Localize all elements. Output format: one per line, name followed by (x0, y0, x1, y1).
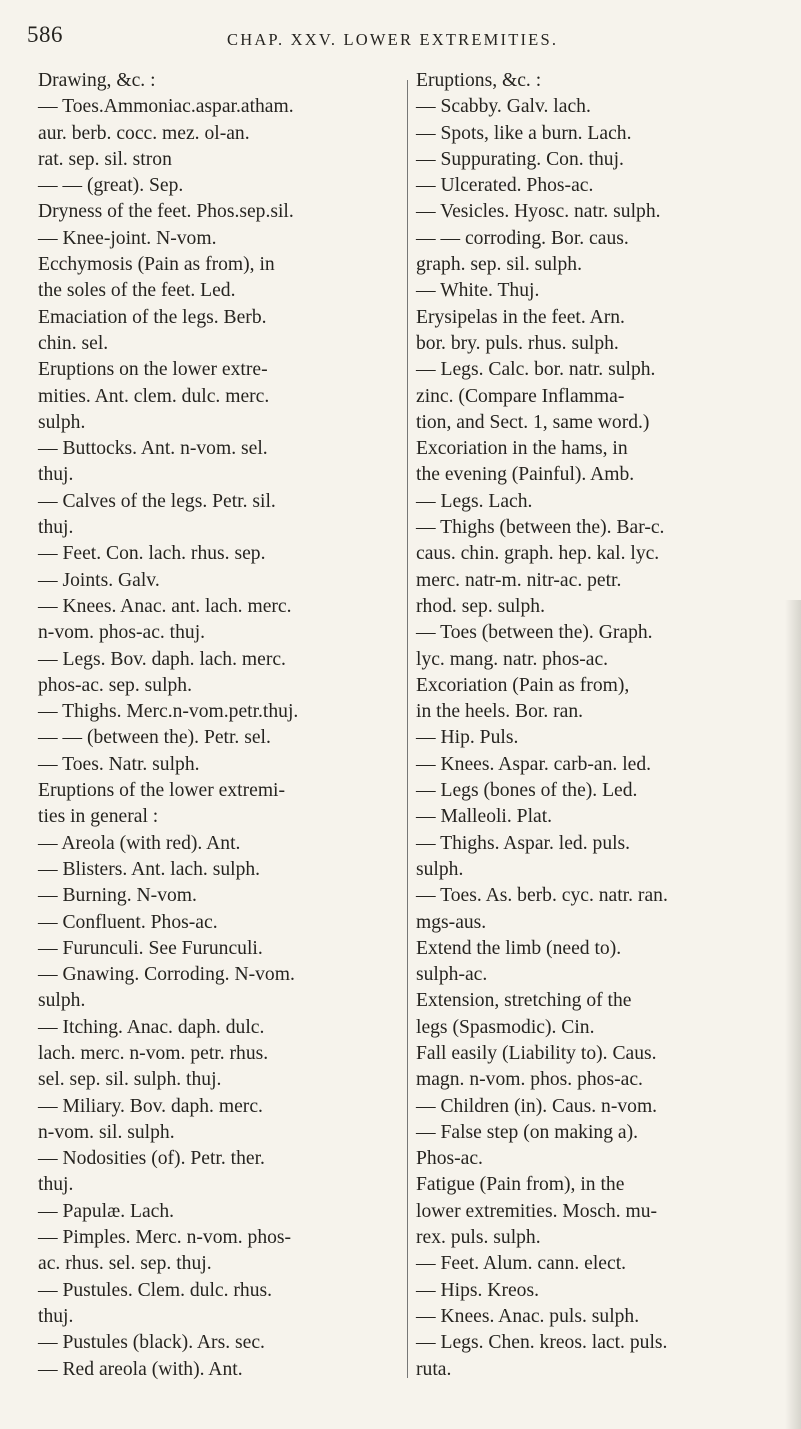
entry-line: thuj. (38, 1174, 74, 1196)
entry-line: — Toes.Ammoniac.aspar.atham. (38, 96, 294, 118)
entry-line: sulph. (416, 858, 464, 880)
entry-line: — Ulcerated. Phos-ac. (416, 175, 594, 197)
index-subentry (416, 725, 772, 751)
entry-line: Phos-ac. (416, 1148, 483, 1170)
entry-line: Drawing, &c. : (38, 70, 156, 91)
entry-line: n-vom. phos-ac. thuj. (38, 622, 206, 644)
entry-line: mgs-aus. (416, 911, 487, 933)
entry-line: — Miliary. Bov. daph. merc. (38, 1095, 263, 1117)
entry-line: Extend the limb (need to). (416, 937, 622, 959)
entry-line: — Scabby. Galv. lach. (416, 96, 591, 118)
left-column (38, 68, 402, 1383)
index-entry (416, 1172, 772, 1251)
index-subentry (38, 883, 402, 909)
entry-line: Excoriation in the hams, in (416, 438, 628, 460)
entry-line: — Red areola (with). Ant. (38, 1358, 243, 1380)
entry-line: — Knees. Anac. puls. sulph. (416, 1305, 640, 1327)
entry-line: caus. chin. graph. hep. kal. lyc. (416, 543, 660, 565)
index-subentry (38, 962, 402, 1015)
entry-line: — Itching. Anac. daph. dulc. (38, 1016, 265, 1038)
index-subentry (38, 173, 402, 199)
index-subentry (416, 883, 772, 936)
index-subentry (38, 647, 402, 700)
index-entry (416, 673, 772, 726)
right-column (416, 68, 772, 1383)
entry-line: ruta. (416, 1358, 452, 1380)
entry-line: — Feet. Con. lach. rhus. sep. (38, 543, 266, 565)
index-subentry (38, 94, 402, 173)
entry-line: ac. rhus. sel. sep. thuj. (38, 1253, 212, 1275)
index-subentry (38, 857, 402, 883)
entry-line: — Pustules (black). Ars. sec. (38, 1332, 265, 1354)
entry-line: — — (between the). Petr. sel. (38, 727, 271, 749)
entry-line: — Knees. Aspar. carb-an. led. (416, 753, 652, 775)
entry-line: Eruptions, &c. : (416, 70, 542, 91)
entry-line: Fatigue (Pain from), in the (416, 1174, 625, 1196)
entry-line: rex. puls. sulph. (416, 1227, 541, 1249)
index-subentry (416, 173, 772, 199)
index-subentry (38, 1357, 402, 1383)
index-subentry (416, 778, 772, 804)
index-entry (416, 936, 772, 989)
index-entry (38, 199, 402, 225)
entry-line: — Furunculi. See Furunculi. (38, 937, 263, 959)
index-subentry (416, 1278, 772, 1304)
entry-line: sulph-ac. (416, 964, 488, 986)
index-entry (416, 305, 772, 358)
index-entry (38, 252, 402, 305)
entry-line: — Knee-joint. N-vom. (38, 227, 217, 249)
index-subentry (416, 831, 772, 884)
entry-line: Erysipelas in the feet. Arn. (416, 306, 625, 328)
index-entry (38, 357, 402, 436)
entry-line: — — corroding. Bor. caus. (416, 227, 629, 249)
index-subentry (416, 1330, 772, 1383)
index-subentry (38, 541, 402, 567)
entry-line: — Hips. Kreos. (416, 1279, 539, 1301)
entry-line: — Toes (between the). Graph. (416, 622, 653, 644)
entry-line: — Feet. Alum. cann. elect. (416, 1253, 627, 1275)
entry-line: legs (Spasmodic). Cin. (416, 1016, 595, 1038)
entry-line: — Thighs. Merc.n-vom.petr.thuj. (38, 701, 299, 723)
entry-line: magn. n-vom. phos. phos-ac. (416, 1069, 643, 1091)
entry-line: sel. sep. sil. sulph. thuj. (38, 1069, 222, 1091)
entry-line: — Calves of the legs. Petr. sil. (38, 490, 276, 512)
index-subentry (416, 121, 772, 147)
entry-line: chin. sel. (38, 332, 109, 354)
index-subentry (38, 1225, 402, 1278)
entry-line: — Gnawing. Corroding. N-vom. (38, 964, 295, 986)
index-subentry (38, 1278, 402, 1331)
entry-line: rat. sep. sil. stron (38, 148, 172, 170)
index-subentry (38, 226, 402, 252)
entry-line: the soles of the feet. Led. (38, 280, 236, 302)
entry-line: sulph. (38, 990, 86, 1012)
entry-line: aur. berb. cocc. mez. ol-an. (38, 122, 250, 144)
entry-line: lower extremities. Mosch. mu- (416, 1200, 658, 1222)
index-entry (416, 68, 772, 94)
entry-line: — Vesicles. Hyosc. natr. sulph. (416, 201, 661, 223)
entry-line: merc. natr-m. nitr-ac. petr. (416, 569, 622, 591)
index-subentry (38, 1094, 402, 1147)
entry-line: bor. bry. puls. rhus. sulph. (416, 332, 619, 354)
entry-line: — Knees. Anac. ant. lach. merc. (38, 595, 292, 617)
entry-line: — Nodosities (of). Petr. ther. (38, 1148, 265, 1170)
entry-line: — Blisters. Ant. lach. sulph. (38, 858, 261, 880)
page-number: 586 (27, 22, 63, 47)
index-entry (38, 305, 402, 358)
entry-line: — Thighs (between the). Bar-c. (416, 517, 665, 539)
entry-line: rhod. sep. sulph. (416, 595, 545, 617)
index-subentry (416, 278, 772, 304)
entry-line: — Joints. Galv. (38, 569, 160, 591)
entry-line: thuj. (38, 517, 74, 539)
index-subentry (38, 1015, 402, 1094)
index-subentry (38, 1146, 402, 1199)
entry-line: the evening (Painful). Amb. (416, 464, 635, 486)
index-subentry (416, 804, 772, 830)
index-subentry (38, 594, 402, 647)
index-entry (416, 436, 772, 489)
index-subentry (416, 620, 772, 673)
entry-line: — Legs. Calc. bor. natr. sulph. (416, 359, 656, 381)
entry-line: ties in general : (38, 806, 159, 828)
index-entry (38, 778, 402, 831)
index-subentry (416, 489, 772, 515)
entry-line: — Legs. Lach. (416, 490, 533, 512)
running-head: CHAP. XXV. LOWER EXTREMITIES. (227, 30, 559, 49)
entry-line: — Spots, like a burn. Lach. (416, 122, 632, 144)
index-subentry (416, 752, 772, 778)
entry-line: — Pimples. Merc. n-vom. phos- (38, 1227, 292, 1249)
index-subentry (38, 910, 402, 936)
entry-line: — Toes. Natr. sulph. (38, 753, 200, 775)
entry-line: — False step (on making a). (416, 1121, 639, 1143)
index-subentry (416, 147, 772, 173)
index-subentry (416, 1304, 772, 1330)
index-subentry (416, 1094, 772, 1120)
entry-line: — Thighs. Aspar. led. puls. (416, 832, 631, 854)
index-subentry (38, 831, 402, 857)
index-entry (38, 68, 402, 94)
entry-line: — Legs. Bov. daph. lach. merc. (38, 648, 286, 670)
entry-line: thuj. (38, 1305, 74, 1327)
entry-line: Emaciation of the legs. Berb. (38, 306, 267, 328)
entry-line: — Malleoli. Plat. (416, 806, 553, 828)
entry-line: — Buttocks. Ant. n-vom. sel. (38, 438, 268, 460)
entry-line: — Legs. Chen. kreos. lact. puls. (416, 1332, 668, 1354)
index-entry (416, 988, 772, 1041)
entry-line: — Legs (bones of the). Led. (416, 780, 638, 802)
index-subentry (416, 515, 772, 620)
entry-line: graph. sep. sil. sulph. (416, 254, 582, 276)
entry-line: Eruptions on the lower extre- (38, 359, 268, 381)
index-subentry (38, 436, 402, 489)
index-subentry (416, 94, 772, 120)
index-subentry (38, 936, 402, 962)
index-subentry (416, 357, 772, 436)
column-divider (407, 80, 408, 1378)
entry-line: — Suppurating. Con. thuj. (416, 148, 624, 170)
entry-line: Dryness of the feet. Phos.sep.sil. (38, 201, 294, 223)
entry-line: thuj. (38, 464, 74, 486)
entry-line: zinc. (Compare Inflamma- (416, 385, 625, 407)
entry-line: Eruptions of the lower extremi- (38, 780, 286, 802)
entry-line: phos-ac. sep. sulph. (38, 674, 193, 696)
entry-line: — Burning. N-vom. (38, 885, 197, 907)
entry-line: — Children (in). Caus. n-vom. (416, 1095, 658, 1117)
entry-line: Excoriation (Pain as from), (416, 674, 630, 696)
entry-line: — Toes. As. berb. cyc. natr. ran. (416, 885, 668, 907)
index-subentry (416, 1251, 772, 1277)
page-edge-shadow (785, 600, 801, 1429)
index-entry (416, 1041, 772, 1094)
entry-line: Fall easily (Liability to). Caus. (416, 1042, 657, 1064)
entry-line: lyc. mang. natr. phos-ac. (416, 648, 609, 670)
entry-line: — Pustules. Clem. dulc. rhus. (38, 1279, 273, 1301)
entry-line: — — (great). Sep. (38, 175, 184, 197)
entry-line: — White. Thuj. (416, 280, 540, 302)
entry-line: — Areola (with red). Ant. (38, 832, 241, 854)
index-subentry (38, 1330, 402, 1356)
index-subentry (38, 725, 402, 751)
entry-line: — Hip. Puls. (416, 727, 519, 749)
index-subentry (38, 752, 402, 778)
entry-line: — Papulæ. Lach. (38, 1200, 175, 1222)
index-subentry (38, 489, 402, 542)
index-subentry (38, 699, 402, 725)
entry-line: Extension, stretching of the (416, 990, 632, 1012)
entry-line: Ecchymosis (Pain as from), in (38, 254, 275, 276)
index-subentry (38, 1199, 402, 1225)
entry-line: in the heels. Bor. ran. (416, 701, 584, 723)
index-subentry (416, 226, 772, 279)
entry-line: n-vom. sil. sulph. (38, 1121, 175, 1143)
entry-line: — Confluent. Phos-ac. (38, 911, 218, 933)
index-subentry (416, 199, 772, 225)
index-subentry (416, 1120, 772, 1173)
entry-line: mities. Ant. clem. dulc. merc. (38, 385, 270, 407)
entry-line: sulph. (38, 411, 86, 433)
entry-line: tion, and Sect. 1, same word.) (416, 411, 650, 433)
index-subentry (38, 568, 402, 594)
entry-line: lach. merc. n-vom. petr. rhus. (38, 1042, 269, 1064)
